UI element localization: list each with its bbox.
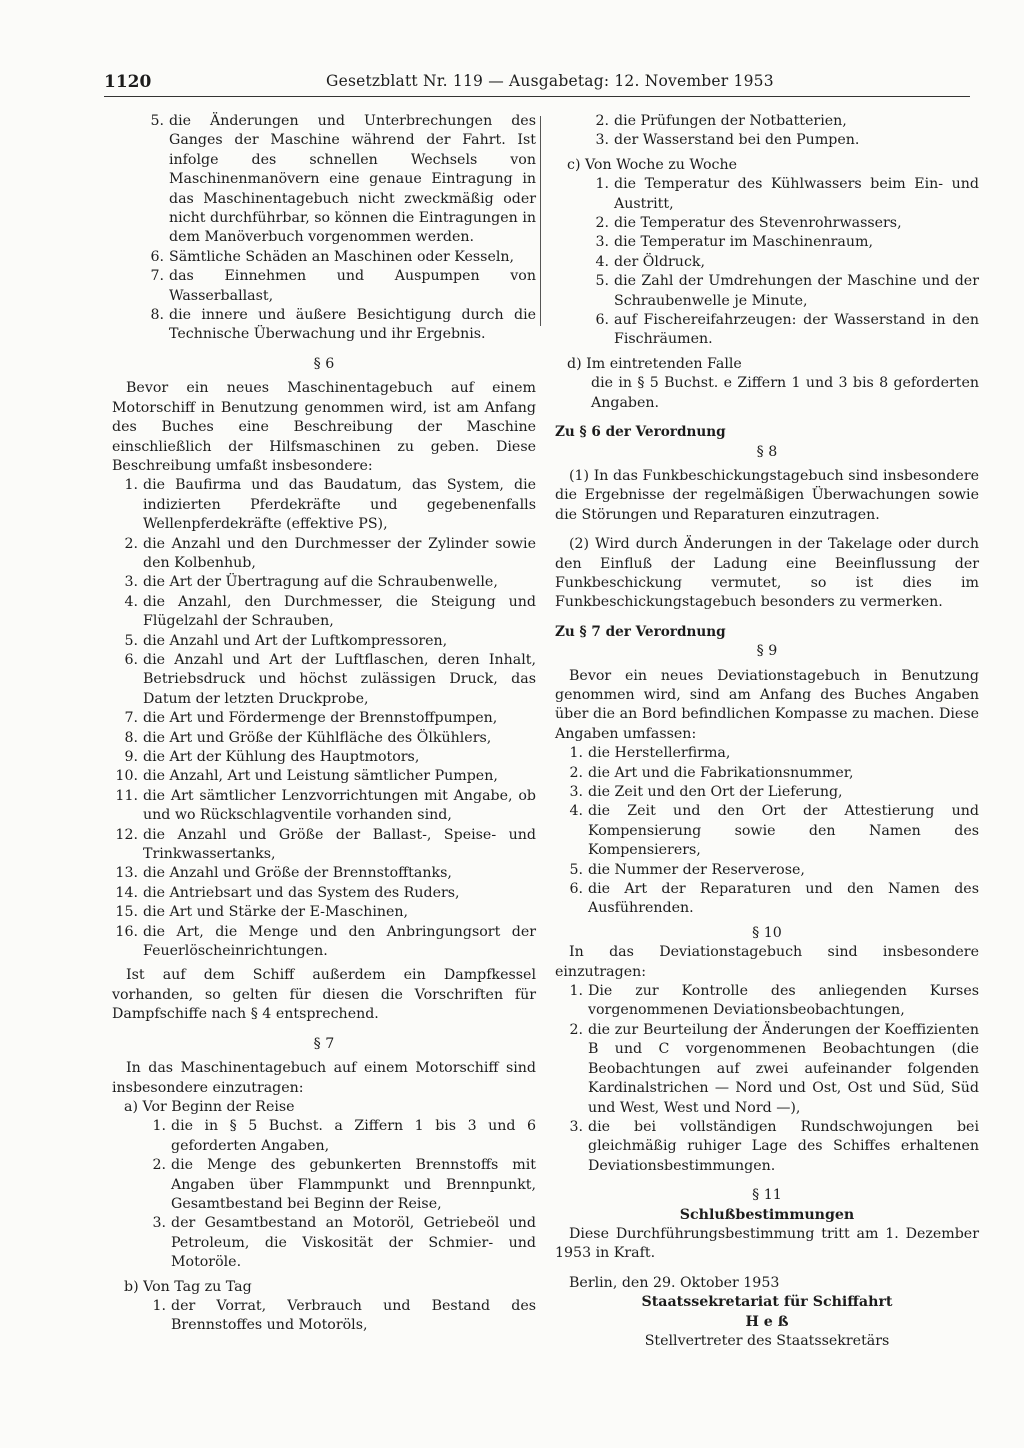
section-7-a-label: a) Vor Beginn der Reise: [124, 1098, 295, 1115]
list-item-text: die Anzahl und den Durchmesser der Zylinder sowie den Kolbenhub,: [143, 535, 536, 571]
list-item: [555, 253, 979, 272]
list-item: [112, 748, 536, 767]
section-7-b-list: [112, 1297, 536, 1336]
list-item-text: die Zeit und den Ort der Lieferung,: [588, 784, 843, 800]
list-item: [112, 651, 536, 709]
list-item: [112, 864, 536, 883]
list-item-text: die Art der Übertragung auf die Schraubenwelle,: [143, 574, 498, 591]
list-item-text: die Temperatur des Kühlwassers beim Ein- und Austritt,: [614, 176, 979, 212]
list-item-number: 14.: [115, 884, 138, 901]
section-heading-8: § 8: [756, 443, 778, 460]
list-item-text: Sämtliche Schäden an Maschinen oder Kesseln,: [169, 248, 515, 265]
list-item: [112, 535, 536, 574]
list-item-text: die Anzahl und Art der Luftkompressoren,: [143, 632, 448, 649]
list-item-number: 6.: [569, 881, 583, 898]
list-item-number: 3.: [595, 234, 609, 251]
list-item: [112, 593, 536, 632]
list-item-number: 6.: [124, 651, 138, 668]
signatory-organization: Staatssekretariat für Schiffahrt: [641, 1294, 893, 1311]
list-item-number: 5.: [150, 113, 164, 129]
list-item: [555, 233, 979, 252]
list-item-text: die Art, die Menge und den Anbringungsort der Feuerlöscheinrichtungen.: [143, 923, 536, 960]
page-header: [104, 72, 970, 97]
list-item: [112, 903, 536, 922]
list-item-number: 11.: [115, 787, 138, 804]
list-item-text: die Herstellerfirma,: [588, 745, 731, 762]
list-item-number: 10.: [115, 768, 138, 785]
list-item-number: 2.: [595, 113, 609, 129]
list-item: [112, 1117, 536, 1156]
list-item-text: die Baufirma und das Baudatum, das System, die indizierten Pferdekräfte und gegebenenfalls Wellenpferdekräfte (effektive PS),: [143, 477, 536, 533]
list-item-text: die Zahl der Umdrehungen der Maschine und der Schraubenwelle je Minute,: [614, 273, 979, 309]
list-item: [555, 175, 979, 214]
list-item-number: 16.: [115, 923, 138, 940]
list-item: [555, 880, 979, 919]
list-item-text: die Anzahl, Art und Leistung sämtlicher Pumpen,: [143, 768, 498, 785]
list-item: [555, 311, 979, 350]
column-divider: [540, 116, 541, 326]
b-list-continued: [555, 112, 979, 151]
list-item: [112, 306, 536, 345]
list-item: [112, 1214, 536, 1272]
list-item: [112, 709, 536, 728]
section-9-intro: Bevor ein neues Deviationstagebuch in Benutzung genommen wird, sind am Anfang des Buches Angaben über die an Bord befindlichen Kompasse zu machen. Diese Angaben umfassen:: [555, 667, 979, 742]
list-item-text: die Nummer der Reserverose,: [588, 861, 805, 878]
section-7-a-list: [112, 1117, 536, 1272]
list-item-text: die Anzahl und Art der Luftflaschen, deren Inhalt, Betriebsdruck und höchst zulässigen Druck, das Datum der letzten Druckprobe,: [143, 651, 536, 707]
list-item-text: die bei vollständigen Rundschwojungen bei gleichmäßig ruhiger Lage des Schiffes erhaltenen Deviationsbestimmungen.: [588, 1118, 979, 1174]
list-item-text: die Temperatur des Stevenrohrwassers,: [614, 215, 902, 232]
list-item: [112, 1156, 536, 1214]
list-item: [112, 826, 536, 865]
list-item-text: die in § 5 Buchst. a Ziffern 1 bis 3 und 6 geforderten Angaben,: [171, 1118, 536, 1154]
section-10-list: [555, 982, 979, 1176]
section-heading-11: § 11: [752, 1187, 782, 1204]
list-item-number: 2.: [152, 1157, 166, 1174]
zu-paragraph-7-heading: Zu § 7 der Verordnung: [555, 623, 726, 640]
list-item-text: die innere und äußere Besichtigung durch die Technische Überwachung und ihr Ergebnis.: [169, 307, 536, 343]
list-item-number: 8.: [150, 307, 164, 324]
list-item-number: 5.: [569, 861, 583, 878]
list-item-number: 4.: [569, 803, 583, 820]
list-item-text: die Art und Fördermenge der Brennstoffpumpen,: [143, 710, 498, 727]
section-heading-10: § 10: [752, 924, 782, 941]
list-item-text: der Vorrat, Verbrauch und Bestand des Brennstoffes und Motoröls,: [171, 1297, 536, 1334]
list-item-number: 15.: [115, 904, 138, 921]
list-item: [112, 767, 536, 786]
list-item-number: 1.: [124, 477, 138, 494]
list-item: [112, 1297, 536, 1336]
section-heading-7: § 7: [313, 1035, 335, 1052]
list-item-text: die Art der Reparaturen und den Namen des Ausführenden.: [588, 881, 979, 917]
signatory-role: Stellvertreter des Staatssekretärs: [644, 1332, 890, 1349]
list-item-number: 4.: [124, 593, 138, 610]
list-item: [555, 112, 979, 131]
list-item-text: die Art und Stärke der E-Maschinen,: [143, 904, 409, 921]
list-item-number: 3.: [569, 1118, 583, 1135]
list-item-number: 7.: [124, 710, 138, 727]
continued-list: [112, 112, 536, 345]
list-item-text: die Prüfungen der Notbatterien,: [614, 113, 847, 129]
list-item-number: 3.: [152, 1215, 166, 1232]
list-item: [112, 632, 536, 651]
list-item-number: 5.: [595, 273, 609, 290]
list-item: [112, 476, 536, 534]
section-7-b-label: b) Von Tag zu Tag: [124, 1278, 252, 1295]
list-item-text: der Gesamtbestand an Motoröl, Getriebeöl und Petroleum, die Viskosität der Schmier- und Motoröle.: [171, 1215, 536, 1271]
list-item: [555, 802, 979, 860]
section-heading-9: § 9: [756, 643, 778, 660]
section-8-para-2: (2) Wird durch Änderungen in der Takelage oder durch den Einfluß der Ladung eine Beeinflussung der Funkbeschickung vermutet, so ist dies im Funkbeschickungstagebuch besonders zu vermerken.: [555, 536, 979, 611]
list-item-number: 2.: [124, 535, 138, 552]
list-item-text: die Art der Kühlung des Hauptmotors,: [143, 749, 420, 765]
zu-paragraph-6-heading: Zu § 6 der Verordnung: [555, 424, 726, 441]
c-list: [555, 175, 979, 350]
list-item-number: 4.: [595, 253, 609, 270]
list-item-number: 9.: [124, 749, 138, 765]
list-item: [112, 248, 536, 267]
signatory-name: H e ß: [745, 1313, 789, 1330]
list-item-number: 1.: [152, 1118, 166, 1135]
section-6-intro: Bevor ein neues Maschinentagebuch auf einem Motorschiff in Benutzung genommen wird, ist am Anfang des Buches eine Beschreibung der Maschine einschließlich der Hilfsmaschinen zu geben. Diese Beschreibung umfaßt insbesondere:: [112, 380, 536, 474]
list-item-text: die Anzahl und Größe der Brennstofftanks,: [143, 865, 452, 882]
list-item: [555, 764, 979, 783]
list-item-number: 1.: [569, 983, 583, 1000]
list-item-text: die Art und die Fabrikationsnummer,: [588, 764, 854, 781]
section-10-intro: In das Deviationstagebuch sind insbesondere einzutragen:: [555, 944, 979, 980]
list-item-text: der Öldruck,: [614, 253, 705, 270]
section-8-para-1: (1) In das Funkbeschickungstagebuch sind insbesondere die Ergebnisse der regelmäßigen Überwachungen sowie die Störungen und Reparaturen einzutragen.: [555, 467, 979, 523]
list-item-number: 2.: [595, 215, 609, 232]
list-item-number: 3.: [124, 574, 138, 591]
page-number: 1120: [104, 72, 152, 92]
right-column: [555, 112, 979, 1351]
section-heading-6: § 6: [313, 355, 335, 372]
list-item-number: 13.: [115, 865, 138, 882]
list-item-number: 12.: [115, 826, 138, 843]
section-7-intro: In das Maschinentagebuch auf einem Motorschiff sind insbesondere einzutragen:: [112, 1060, 536, 1096]
list-item: [112, 787, 536, 826]
section-6-list: [112, 476, 536, 961]
list-item-number: 1.: [152, 1297, 166, 1314]
section-11-text: Diese Durchführungsbestimmung tritt am 1. Dezember 1953 in Kraft.: [555, 1225, 979, 1262]
list-item: [555, 1118, 979, 1176]
list-item-text: die Art und Größe der Kühlfläche des Ölkühlers,: [143, 729, 492, 746]
list-item-text: das Einnehmen und Auspumpen von Wasserballast,: [169, 268, 536, 304]
list-item-number: 3.: [595, 132, 609, 149]
list-item: [555, 1021, 979, 1118]
list-item: [555, 861, 979, 880]
list-item: [112, 112, 536, 248]
list-item-text: die Anzahl, den Durchmesser, die Steigung und Flügelzahl der Schrauben,: [143, 593, 536, 630]
list-item-text: die Anzahl und Größe der Ballast-, Speise- und Trinkwassertanks,: [143, 826, 536, 863]
list-item-number: 3.: [569, 784, 583, 800]
list-item-number: 7.: [150, 268, 164, 285]
list-item-text: die Art sämtlicher Lenzvorrichtungen mit Angabe, ob und wo Rückschlagventile vorhanden sind,: [143, 787, 536, 824]
place-date: Berlin, den 29. Oktober 1953: [569, 1274, 780, 1291]
d-label: d) Im eintretenden Falle: [567, 355, 742, 372]
list-item: [555, 272, 979, 311]
list-item-text: die zur Beurteilung der Änderungen der Koeffizienten B und C vorgenommenen Beobachtungen (die Beobachtungen auf zwei aufeinander folgenden Kardinalstrichen — Nord und Ost, Ost und Süd, Süd und West, West und Nord —),: [588, 1021, 979, 1116]
section-11-title: Schlußbestimmungen: [679, 1206, 855, 1223]
list-item-number: 1.: [595, 176, 609, 193]
list-item: [555, 744, 979, 763]
list-item-number: 1.: [569, 745, 583, 762]
c-label: c) Von Woche zu Woche: [567, 156, 738, 173]
list-item: [555, 214, 979, 233]
list-item-number: 2.: [569, 1021, 583, 1038]
left-column: [112, 112, 536, 1336]
list-item: [112, 267, 536, 306]
list-item: [112, 573, 536, 592]
list-item-text: der Wasserstand bei den Pumpen.: [614, 132, 860, 149]
list-item: [555, 783, 979, 802]
list-item: [112, 729, 536, 748]
list-item-text: die Antriebsart und das System des Ruders,: [143, 884, 460, 901]
list-item-text: auf Fischereifahrzeugen: der Wasserstand in den Fischräumen.: [614, 312, 979, 348]
list-item-number: 8.: [124, 729, 138, 746]
list-item-number: 2.: [569, 764, 583, 781]
list-item-number: 5.: [124, 632, 138, 649]
d-text: die in § 5 Buchst. e Ziffern 1 und 3 bis 8 geforderten Angaben.: [591, 375, 979, 411]
list-item-number: 6.: [595, 312, 609, 329]
list-item: [112, 923, 536, 962]
list-item-text: Die zur Kontrolle des anliegenden Kurses vorgenommenen Deviationsbeobachtungen,: [588, 983, 979, 1019]
section-6-closing: Ist auf dem Schiff außerdem ein Dampfkessel vorhanden, so gelten für diesen die Vorschriften für Dampfschiffe nach § 4 entsprechend.: [112, 967, 536, 1023]
list-item-number: 6.: [150, 248, 164, 265]
list-item: [555, 131, 979, 150]
list-item-text: die Temperatur im Maschinenraum,: [614, 234, 873, 251]
list-item: [112, 884, 536, 903]
list-item-text: die Zeit und den Ort der Attestierung und Kompensierung sowie den Namen des Kompensierers,: [588, 803, 979, 859]
list-item-text: die Änderungen und Unterbrechungen des Ganges der Maschine während der Fahrt. Ist infolge des schnellen Wechsels von Maschinenmanövern eine genaue Eintragung in das Maschinentagebuch nicht zweckmäßig oder nicht durchführbar, so können die Eintragungen in dem Manöverbuch vorgenommen werden.: [169, 113, 536, 246]
section-9-list: [555, 744, 979, 919]
header-title: Gesetzblatt Nr. 119 — Ausgabetag: 12. November 1953: [326, 72, 774, 90]
list-item: [555, 982, 979, 1021]
list-item-text: die Menge des gebunkerten Brennstoffs mit Angaben über Flammpunkt und Brennpunkt, Gesamtbestand bei Beginn der Reise,: [171, 1157, 536, 1212]
